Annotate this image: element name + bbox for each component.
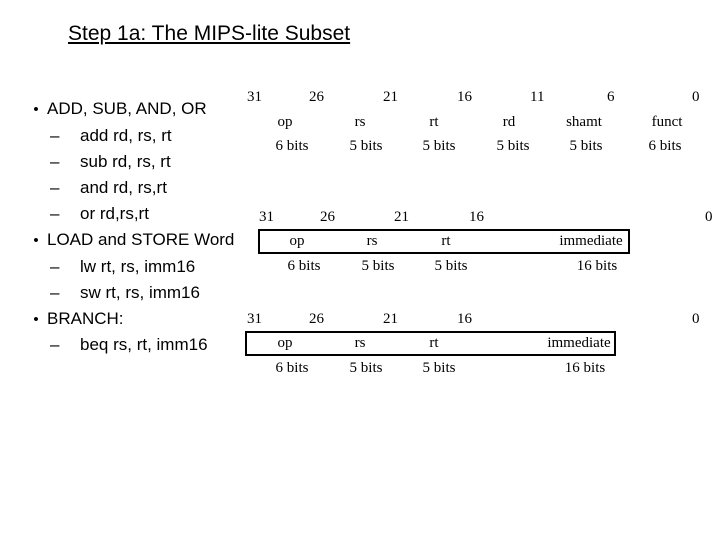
field-width: 5 bits (361, 258, 395, 274)
sub-item-text: sw rt, rs, imm16 (80, 283, 200, 302)
sub-item (50, 257, 195, 277)
sub-item (50, 335, 208, 355)
field-name: rt (429, 114, 439, 130)
bit-position: 0 (692, 311, 700, 327)
field-name: op (277, 114, 293, 130)
sub-item (50, 152, 171, 172)
field-width: 5 bits (569, 138, 603, 154)
field-name: rt (441, 233, 451, 249)
bit-position: 31 (247, 311, 262, 327)
field-width: 5 bits (496, 138, 530, 154)
sub-item-text: add rd, rs, rt (80, 126, 172, 145)
field-width: 5 bits (349, 360, 383, 376)
dash-marker: – (50, 283, 60, 302)
dash-marker: – (50, 335, 60, 354)
bit-position: 31 (259, 209, 274, 225)
dash-marker: – (50, 152, 60, 171)
field-name: funct (651, 114, 683, 130)
bit-position: 26 (320, 209, 335, 225)
sub-item-text: beq rs, rt, imm16 (80, 335, 208, 354)
sub-item-text: lw rt, rs, imm16 (80, 257, 196, 276)
bit-position: 0 (692, 89, 700, 105)
field-width: 5 bits (422, 138, 456, 154)
sub-item (50, 204, 149, 224)
section-label-branch: BRANCH: (47, 309, 124, 328)
field-width: 6 bits (648, 138, 682, 154)
sub-item-text: sub rd, rs, rt (80, 152, 171, 171)
field-width: 5 bits (349, 138, 383, 154)
dash-marker: – (50, 257, 60, 276)
sub-item-text: and rd, rs,rt (80, 178, 167, 197)
field-name: rs (354, 114, 366, 130)
bit-position: 26 (309, 89, 324, 105)
bit-position: 21 (383, 89, 398, 105)
field-width: 16 bits (576, 258, 618, 274)
field-name: rs (354, 335, 366, 351)
bullet-marker: • (33, 311, 39, 328)
bit-position: 16 (457, 89, 472, 105)
slide-title: Step 1a: The MIPS-lite Subset (68, 22, 351, 45)
field-width: 6 bits (275, 138, 309, 154)
bit-position: 16 (457, 311, 472, 327)
dash-marker: – (50, 178, 60, 197)
bit-position: 26 (309, 311, 324, 327)
field-name: immediate (547, 335, 611, 351)
bit-position: 31 (247, 89, 262, 105)
bit-position: 11 (530, 89, 545, 105)
field-name: rd (502, 114, 516, 130)
bullet-marker: • (33, 232, 39, 249)
sub-item-text: or rd,rs,rt (80, 204, 149, 223)
dash-marker: – (50, 126, 60, 145)
field-name: rt (429, 335, 439, 351)
field-width: 5 bits (434, 258, 468, 274)
section-label-memory: LOAD and STORE Word (47, 230, 235, 249)
bit-position: 6 (607, 89, 615, 105)
field-name: op (277, 335, 293, 351)
section-label-alu: ADD, SUB, AND, OR (47, 99, 207, 118)
sub-item (50, 283, 200, 303)
field-width: 16 bits (564, 360, 606, 376)
bullet-marker: • (33, 101, 39, 118)
bit-position: 21 (394, 209, 409, 225)
bit-position: 21 (383, 311, 398, 327)
field-name: op (289, 233, 305, 249)
dash-marker: – (50, 204, 60, 223)
field-name: immediate (559, 233, 623, 249)
field-width: 5 bits (422, 360, 456, 376)
sub-item (50, 126, 172, 146)
field-width: 6 bits (287, 258, 321, 274)
sub-item (50, 178, 167, 198)
field-name: rs (366, 233, 378, 249)
bit-position: 0 (705, 209, 713, 225)
bit-position: 16 (469, 209, 484, 225)
field-name: shamt (566, 114, 602, 130)
field-width: 6 bits (275, 360, 309, 376)
